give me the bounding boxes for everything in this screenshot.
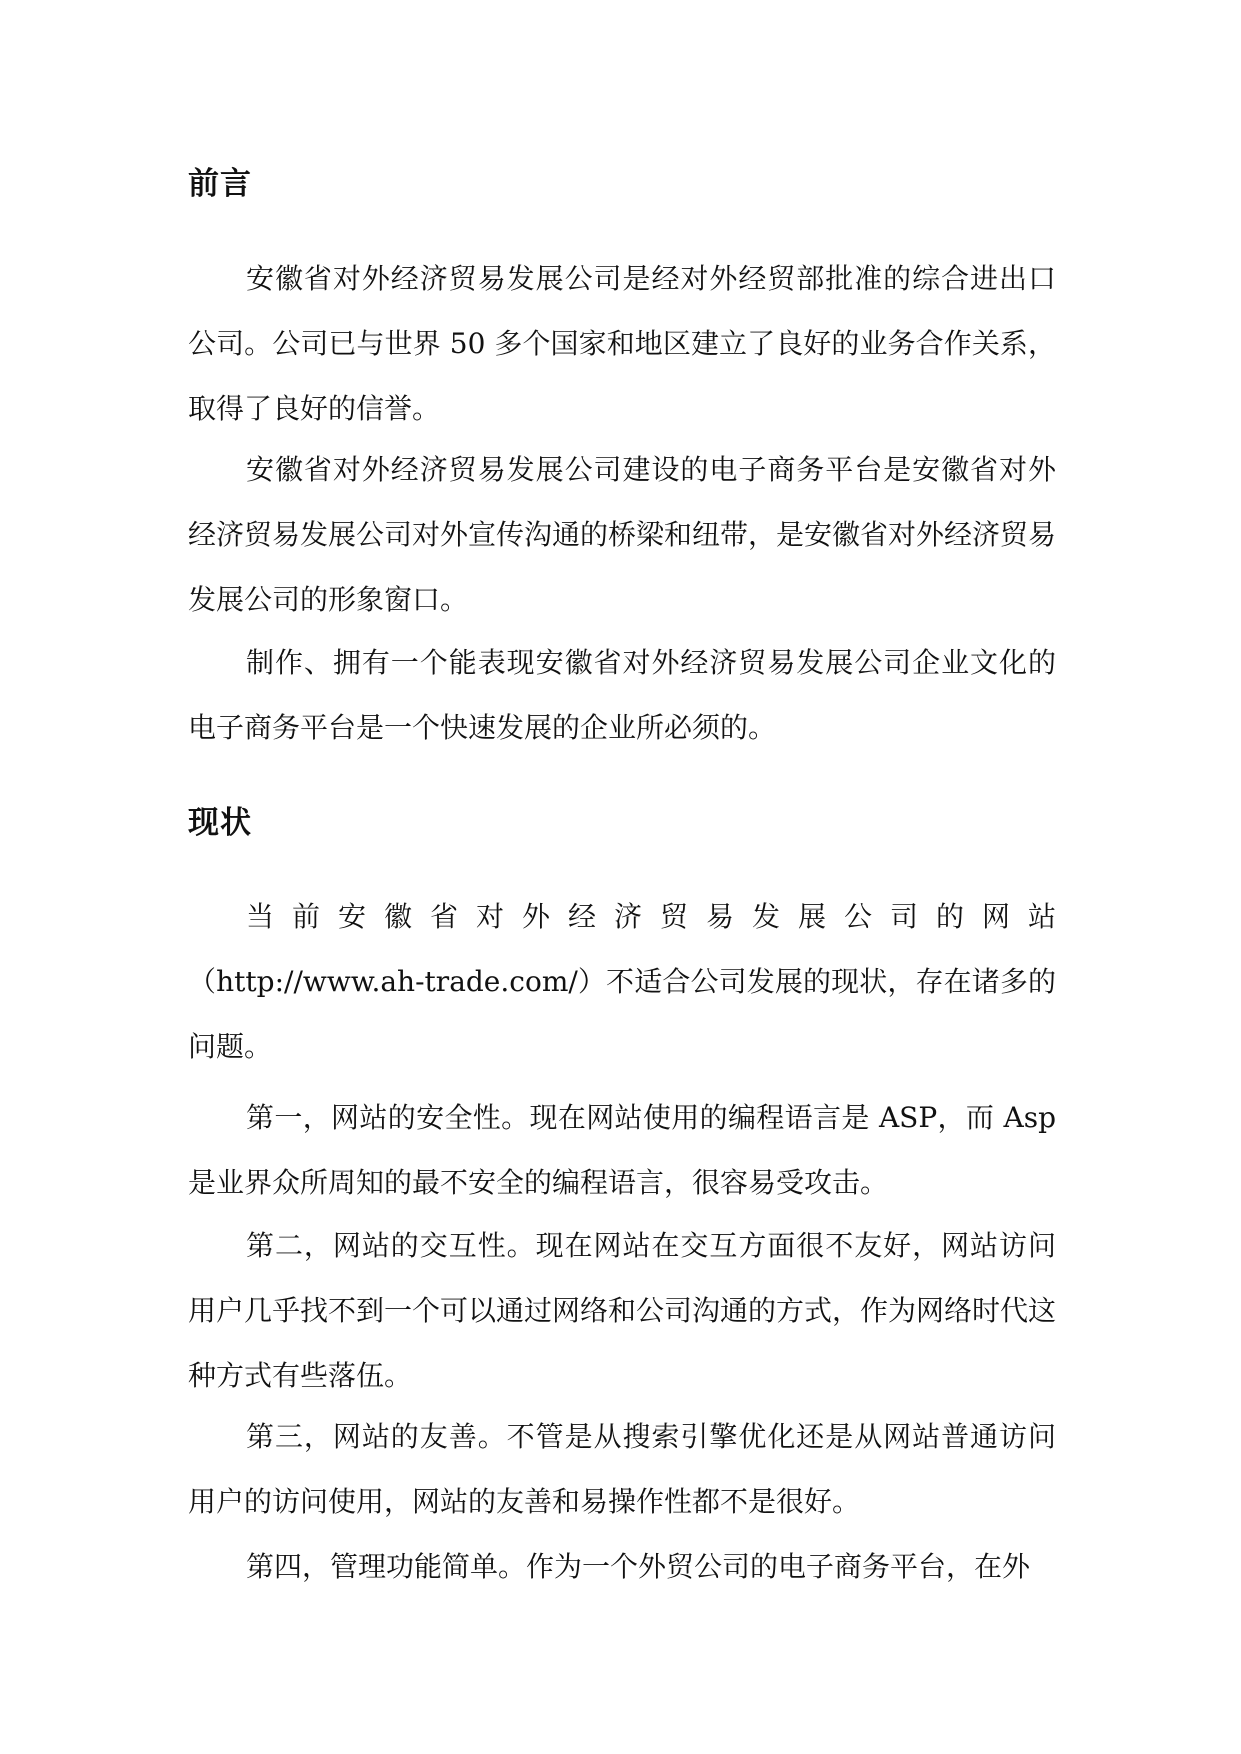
preface-paragraph-3: 制作、拥有一个能表现安徽省对外经济贸易发展公司企业文化的电子商务平台是一个快速发展的企业所必须的。 <box>188 646 1056 744</box>
preface-paragraph-1: 安徽省对外经济贸易发展公司是经对外经贸部批准的综合进出口公司。公司已与世界 50 多个国家和地区建立了良好的业务合作关系，取得了良好的信誉。 <box>188 262 1056 425</box>
status-paragraph-3: 第三，网站的友善。不管是从搜索引擎优化还是从网站普通访问用户的访问使用，网站的友善和易操作性都不是很好。 <box>188 1420 1056 1518</box>
section-heading-preface: 前言 <box>188 166 252 202</box>
status-intro-line-1: 当前安徽省对外经济贸易发展公司的网站 <box>246 900 1056 933</box>
preface-paragraph-2: 安徽省对外经济贸易发展公司建设的电子商务平台是安徽省对外经济贸易发展公司对外宣传沟通的桥梁和纽带，是安徽省对外经济贸易发展公司的形象窗口。 <box>188 453 1057 616</box>
status-intro-paragraph <box>188 884 1056 1079</box>
status-paragraph-1: 第一，网站的安全性。现在网站使用的编程语言是 ASP，而 Asp 是业界众所周知的最不安全的编程语言，很容易受攻击。 <box>188 1101 1056 1199</box>
status-intro-rest: （http://www.ah-trade.com/）不适合公司发展的现状，存在诸多的问题。 <box>188 965 1056 1063</box>
status-paragraph-4: 第四，管理功能简单。作为一个外贸公司的电子商务平台，在外 <box>246 1550 1031 1583</box>
section-heading-status: 现状 <box>188 805 252 841</box>
status-paragraph-2: 第二，网站的交互性。现在网站在交互方面很不友好，网站访问用户几乎找不到一个可以通过网络和公司沟通的方式，作为网络时代这种方式有些落伍。 <box>188 1229 1057 1392</box>
